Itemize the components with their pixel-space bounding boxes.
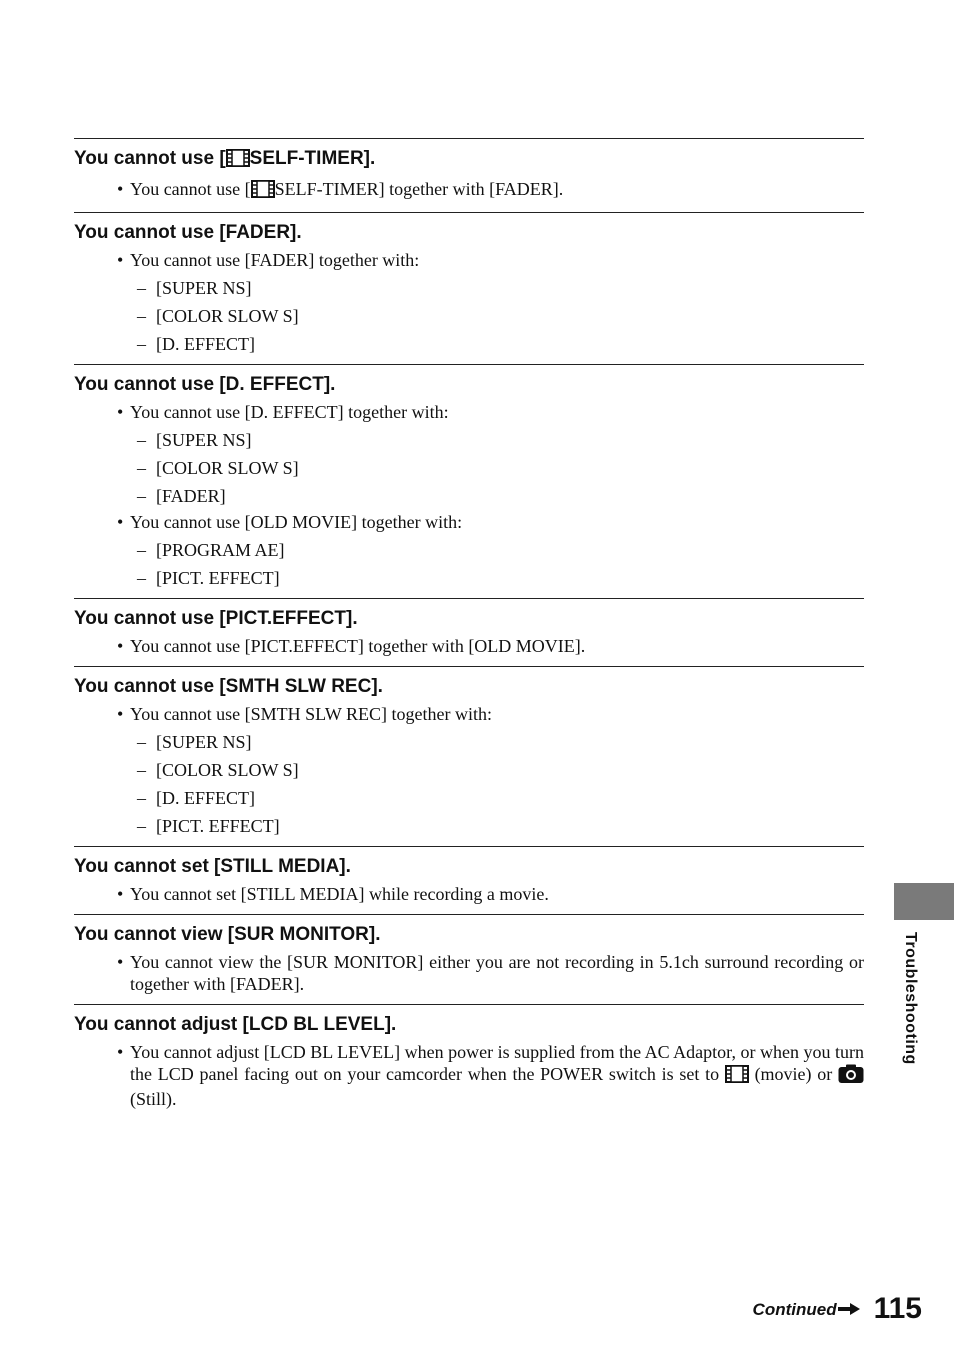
bullet-text-start: You cannot use [ bbox=[130, 179, 251, 199]
section-heading: You cannot use [PICT.EFFECT]. bbox=[74, 608, 358, 629]
list-item: • You cannot use [OLD MOVIE] together with: bbox=[74, 511, 864, 533]
section-heading: You cannot use [SMTH SLW REC]. bbox=[74, 676, 383, 697]
page-content bbox=[74, 138, 864, 1119]
page-footer bbox=[753, 1290, 922, 1326]
bullet-text-end: SELF-TIMER] together with [FADER]. bbox=[274, 179, 564, 199]
section-heading: You cannot adjust [LCD BL LEVEL]. bbox=[74, 1014, 397, 1035]
section-still-media bbox=[74, 846, 864, 914]
section-heading: You cannot set [STILL MEDIA]. bbox=[74, 856, 351, 877]
page-number: 115 bbox=[873, 1292, 922, 1325]
heading-text-end: SELF-TIMER]. bbox=[249, 148, 376, 169]
sub-item: – [PROGRAM AE] bbox=[74, 539, 864, 561]
section-heading: You cannot view [SUR MONITOR]. bbox=[74, 924, 381, 945]
section-pict-effect bbox=[74, 598, 864, 666]
section-tab-marker bbox=[894, 883, 954, 920]
sub-item: – [COLOR SLOW S] bbox=[74, 305, 864, 327]
list-item bbox=[74, 178, 864, 203]
side-section-label: Troubleshooting bbox=[902, 932, 919, 1065]
heading-text-start: You cannot use [ bbox=[74, 148, 226, 169]
sub-item: – [SUPER NS] bbox=[74, 731, 864, 753]
section-smth-slw-rec bbox=[74, 666, 864, 846]
movie-film-icon bbox=[725, 1065, 749, 1088]
bullet-text-start: You cannot adjust [LCD BL LEVEL] when power is supplied from the AC Adaptor, or when you turn the LCD panel facing out on your camcorder when the POWER switch is set to bbox=[130, 1042, 864, 1084]
section-sur-monitor bbox=[74, 914, 864, 1004]
list-item: • You cannot use [D. EFFECT] together with: bbox=[74, 401, 864, 423]
section-d-effect bbox=[74, 364, 864, 598]
movie-film-icon bbox=[226, 149, 250, 173]
list-item: • You cannot use [PICT.EFFECT] together with [OLD MOVIE]. bbox=[74, 635, 864, 657]
section-fader bbox=[74, 212, 864, 364]
sub-item: – [D. EFFECT] bbox=[74, 787, 864, 809]
arrow-right-icon bbox=[838, 1300, 860, 1320]
sub-item: – [FADER] bbox=[74, 485, 864, 507]
section-heading: You cannot use [D. EFFECT]. bbox=[74, 374, 336, 395]
list-item: • You cannot view the [SUR MONITOR] either you are not recording in 5.1ch surround recording or together with [FADER]. bbox=[74, 951, 864, 995]
camera-icon bbox=[838, 1064, 864, 1088]
bullet-text-end: (Still). bbox=[130, 1089, 177, 1109]
continued-label bbox=[753, 1300, 860, 1326]
section-self-timer bbox=[74, 138, 864, 212]
continued-text: Continued bbox=[752, 1300, 837, 1319]
section-heading bbox=[74, 148, 864, 173]
sub-item: – [COLOR SLOW S] bbox=[74, 457, 864, 479]
bullet-text-middle: (movie) or bbox=[754, 1064, 833, 1084]
sub-item: – [D. EFFECT] bbox=[74, 333, 864, 355]
sub-item: – [SUPER NS] bbox=[74, 277, 864, 299]
list-item: • You cannot use [FADER] together with: bbox=[74, 249, 864, 271]
section-heading: You cannot use [FADER]. bbox=[74, 222, 302, 243]
list-item: • You cannot set [STILL MEDIA] while recording a movie. bbox=[74, 883, 864, 905]
section-lcd-bl-level bbox=[74, 1004, 864, 1119]
sub-item: – [PICT. EFFECT] bbox=[74, 815, 864, 837]
list-item: • You cannot use [SMTH SLW REC] together with: bbox=[74, 703, 864, 725]
sub-item: – [PICT. EFFECT] bbox=[74, 567, 864, 589]
movie-film-icon bbox=[251, 180, 275, 203]
list-item bbox=[74, 1041, 864, 1110]
sub-item: – [COLOR SLOW S] bbox=[74, 759, 864, 781]
sub-item: – [SUPER NS] bbox=[74, 429, 864, 451]
